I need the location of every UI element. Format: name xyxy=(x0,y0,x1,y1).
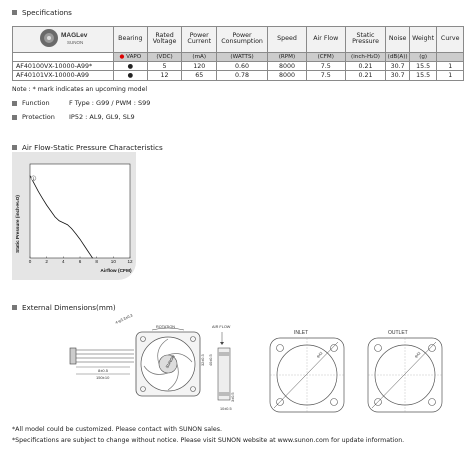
data-point xyxy=(46,205,47,206)
dim-150: 150±10 xyxy=(96,375,110,380)
unit-current: (mA) xyxy=(182,52,217,61)
dim-40: 40±0.5 xyxy=(209,354,213,366)
rotation-label: ROTATION xyxy=(156,325,176,329)
dim-10: 10±0.5 xyxy=(220,407,232,411)
airflow-cell: 7.5 xyxy=(306,71,345,81)
inlet-drawing xyxy=(270,330,344,412)
header-static-pressure: Static Pressure xyxy=(345,27,386,53)
unit-bearing: ● VAPO xyxy=(114,52,148,61)
inlet-label: INLET xyxy=(294,330,309,336)
current-cell: 120 xyxy=(182,61,217,71)
unit-curve xyxy=(437,52,464,61)
pressure-cell: 0.21 xyxy=(345,61,386,71)
x-tick-label: 0 xyxy=(28,259,32,264)
model-cell: AF40100VX-10000-A99* xyxy=(13,61,114,71)
svg-text:MAGLev: MAGLev xyxy=(61,32,88,39)
weight-cell: 15.5 xyxy=(409,71,437,81)
maglev-logo-icon xyxy=(15,27,111,49)
table-row xyxy=(13,61,464,71)
svg-text:SUNON: SUNON xyxy=(67,40,84,45)
bearing-cell: ● xyxy=(114,71,148,81)
unit-airflow: (CFM) xyxy=(306,52,345,61)
plot-area xyxy=(30,164,130,258)
header-curve: Curve xyxy=(437,27,464,53)
fan-side-view xyxy=(212,325,235,411)
pressure-cell: 0.21 xyxy=(345,71,386,81)
units-blank xyxy=(13,52,114,61)
unit-noise: (dB(A)) xyxy=(387,53,408,60)
svg-text:SUNON: SUNON xyxy=(164,353,176,369)
unit-pressure: (inch-H₂O) xyxy=(345,52,386,61)
data-point xyxy=(63,223,64,224)
data-point xyxy=(34,183,35,184)
dim-phi42-outlet: φ42 xyxy=(413,351,422,359)
x-tick-label: 6 xyxy=(78,259,82,264)
voltage-cell: 5 xyxy=(147,61,182,71)
section-marker-icon xyxy=(12,305,17,310)
dim-holes: 4-φ3.3±0.3 xyxy=(114,313,134,325)
outlet-drawing xyxy=(368,330,442,412)
noise-cell: 30.7 xyxy=(386,71,409,81)
header-speed: Speed xyxy=(268,27,307,53)
dim-3: 3±0.5 xyxy=(231,392,235,402)
dimension-drawings xyxy=(12,312,464,420)
speed-cell: 8000 xyxy=(268,61,307,71)
header-weight: Weight xyxy=(409,27,437,53)
data-point xyxy=(38,191,39,192)
unit-consumption: (WATTS) xyxy=(217,52,268,61)
x-tick-label: 4 xyxy=(62,259,65,264)
protection-row: Protection IP52 : AL9, GL9, SL9 xyxy=(12,113,135,121)
x-tick-label: 10 xyxy=(110,259,116,264)
consumption-cell: 0.78 xyxy=(217,71,268,81)
data-point xyxy=(92,258,93,259)
data-point xyxy=(84,245,85,246)
data-point xyxy=(71,228,72,229)
y-axis-label: Static Pressure (inch-H₂O) xyxy=(15,195,20,253)
section-marker-icon xyxy=(12,101,17,106)
chart-svg xyxy=(12,152,136,280)
data-point xyxy=(30,176,31,177)
model-cell: AF40101VX-10000-A99 xyxy=(13,71,114,81)
x-tick-label: 12 xyxy=(127,259,133,264)
header-power-current: Power Current xyxy=(182,27,217,53)
unit-weight: (g) xyxy=(409,52,437,61)
footer-line-2: *Specifications are subject to change without notice. Please visit SUNON website at www.sunon.com for update information. xyxy=(12,437,405,444)
dimension-svg xyxy=(12,312,464,420)
table-row xyxy=(13,71,464,81)
pressure-chart xyxy=(12,152,136,280)
dim-32: 32±0.3 xyxy=(201,354,205,366)
current-cell: 65 xyxy=(182,71,217,81)
data-point xyxy=(55,217,56,218)
noise-cell: 30.7 xyxy=(386,61,409,71)
section-marker-icon xyxy=(12,10,17,15)
data-point xyxy=(88,251,89,252)
section-marker-icon xyxy=(12,145,17,150)
maglev-logo-cell xyxy=(13,27,114,53)
airflow-cell: 7.5 xyxy=(306,61,345,71)
x-axis-label: Airflow (CFM) xyxy=(100,269,132,274)
curve-cell: 1 xyxy=(437,71,464,81)
data-point xyxy=(59,221,60,222)
section-marker-icon xyxy=(12,115,17,120)
header-noise: Noise xyxy=(386,27,409,53)
header-air-flow: Air Flow xyxy=(306,27,345,53)
header-bearing: Bearing xyxy=(114,27,148,53)
dim-phi42-inlet: φ42 xyxy=(315,351,324,359)
curve-number-label: 1 xyxy=(32,176,35,181)
chart-heading: Air Flow-Static Pressure Characteristics xyxy=(12,143,163,152)
data-point xyxy=(80,239,81,240)
footer-line-1: *All model could be customized. Please contact with SUNON sales. xyxy=(12,426,223,433)
speed-cell: 8000 xyxy=(268,71,307,81)
upcoming-model-note: Note : * mark indicates an upcoming model xyxy=(12,86,148,93)
fan-front-view xyxy=(136,332,200,396)
data-point xyxy=(67,224,68,225)
outlet-label: OUTLET xyxy=(388,330,408,336)
x-tick-label: 2 xyxy=(45,259,48,264)
function-row: Function F Type : G99 / PWM : S99 xyxy=(12,99,150,107)
dim-8: 8±0.5 xyxy=(98,368,108,373)
voltage-cell: 12 xyxy=(147,71,182,81)
data-point xyxy=(42,198,43,199)
weight-cell: 15.5 xyxy=(409,61,437,71)
data-point xyxy=(51,211,52,212)
x-tick-label: 8 xyxy=(95,259,98,264)
curve-cell: 1 xyxy=(437,61,464,71)
unit-speed: (RPM) xyxy=(268,52,307,61)
consumption-cell: 0.60 xyxy=(217,61,268,71)
specifications-heading: Specifications xyxy=(12,8,72,17)
data-point xyxy=(76,233,77,234)
unit-voltage: (VDC) xyxy=(147,52,182,61)
header-rated-voltage: Rated Voltage xyxy=(147,27,182,53)
airflow-label: AIR FLOW xyxy=(212,325,231,329)
header-power-consumption: Power Consumption xyxy=(217,27,268,53)
bearing-cell: ● xyxy=(114,61,148,71)
dimensions-heading: External Dimensions(mm) xyxy=(12,303,116,312)
spec-table xyxy=(12,26,464,81)
